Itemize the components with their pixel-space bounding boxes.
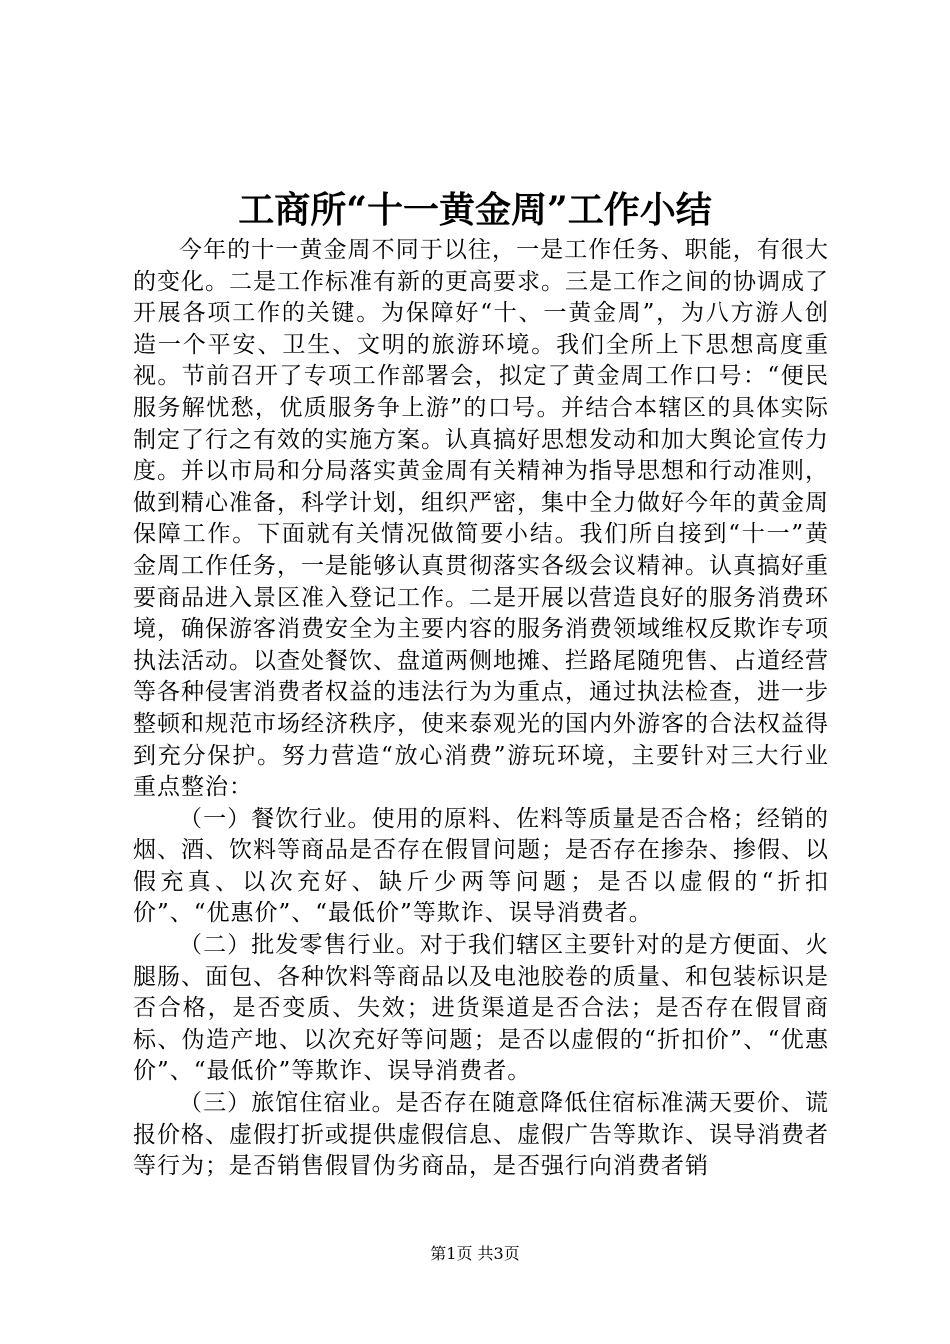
paragraph-intro: 今年的十一黄金周不同于以往，一是工作任务、职能，有很大的变化。二是工作标准有新的更高要求。三是工作之间的协调成了开展各项工作的关键。为保障好“十、一黄金周”，为八方游人创造一个平安、卫生、文明的旅游环境。我们全所上下思想高度重视。节前召开了专项工作部署会，拟定了黄金周工作口号：“便民服务解忧愁，优质服务争上游”的口号。并结合本辖区的具体实际制定了行之有效的实施方案。认真搞好思想发动和加大舆论宣传力度。并以市局和分局落实黄金周有关精神为指导思想和行动准则，做到精心准备，科学计划，组织严密，集中全力做好今年的黄金周保障工作。下面就有关情况做简要小结。我们所自接到“十一”黄金周工作任务，一是能够认真贯彻落实各级会议精神。认真搞好重要商品进入景区准入登记工作。二是开展以营造良好的服务消费环境，确保游客消费安全为主要内容的服务消费领域维权反欺诈专项执法活动。以查处餐饮、盘道两侧地摊、拦路尾随兜售、占道经营等各种侵害消费者权益的违法行为为重点，通过执法检查，进一步整顿和规范市场经济秩序，使来泰观光的国内外游客的合法权益得到充分保护。努力营造“放心消费”游玩环境，主要针对三大行业重点整治： <box>133 237 829 801</box>
page-number-footer: 第1页 共3页 <box>430 1244 520 1263</box>
paragraph-catering: （一）餐饮行业。使用的原料、佐料等质量是否合格；经销的烟、酒、饮料等商品是否存在假冒问题；是否存在掺杂、掺假、以假充真、以次充好、缺斤少两等问题；是否以虚假的“折扣价”、“优惠价”、“最低价”等欺诈、误导消费者。 <box>133 805 829 927</box>
document-title: 工商所“十一黄金周”工作小结 <box>238 189 712 231</box>
paragraph-retail: （二）批发零售行业。对于我们辖区主要针对的是方便面、火腿肠、面包、各种饮料等商品以及电池胶卷的质量、和包装标识是否合格，是否变质、失效；进货渠道是否合法；是否存在假冒商标、伪造产地、以次充好等问题；是否以虚假的“折扣价”、“优惠价”、“最低价”等欺诈、误导消费者。 <box>133 932 829 1085</box>
paragraph-hotel: （三）旅馆住宿业。是否存在随意降低住宿标准满天要价、谎报价格、虚假打折或提供虚假信息、虚假广告等欺诈、误导消费者等行为；是否销售假冒伪劣商品，是否强行向消费者销 <box>133 1090 829 1180</box>
document-body <box>133 235 829 1183</box>
